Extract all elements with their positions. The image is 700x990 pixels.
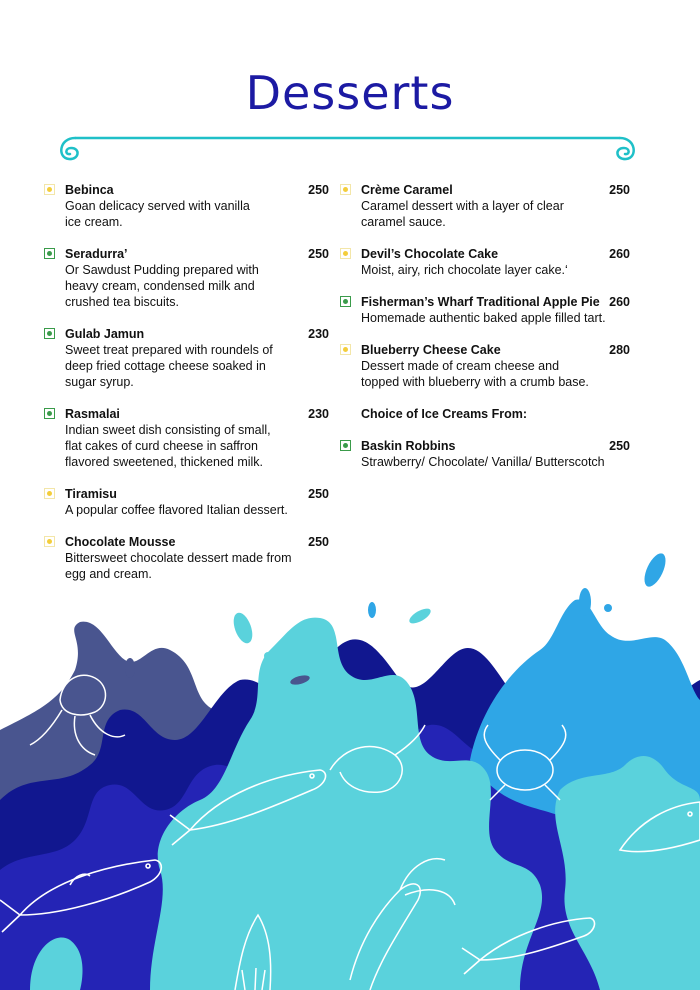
droplet bbox=[230, 610, 256, 646]
ice-cream-heading: Choice of Ice Creams From: bbox=[361, 407, 528, 421]
item-price: 250 bbox=[609, 183, 630, 197]
item-description: Strawberry/ Chocolate/ Vanilla/ Butterscotch bbox=[361, 455, 605, 469]
menu-item bbox=[44, 406, 329, 470]
item-price: 250 bbox=[308, 487, 329, 501]
item-description: Sweet treat prepared with roundels of deep fried cottage cheese soaked in sugar syrup. bbox=[65, 343, 273, 389]
item-name: Tiramisu bbox=[65, 487, 117, 501]
droplet bbox=[368, 602, 376, 618]
right-menu-column bbox=[340, 182, 630, 486]
left-menu-column bbox=[44, 182, 329, 598]
veg-mark-icon bbox=[44, 408, 55, 419]
item-description: Moist, airy, rich chocolate layer cake.‘ bbox=[361, 263, 568, 277]
item-description: Bittersweet chocolate dessert made from egg and cream. bbox=[65, 551, 292, 581]
item-price: 250 bbox=[308, 535, 329, 549]
item-name: Fisherman’s Wharf Traditional Apple Pie bbox=[361, 295, 600, 309]
item-name: Blueberry Cheese Cake bbox=[361, 343, 501, 357]
veg-mark-icon bbox=[340, 440, 351, 451]
item-description: Homemade authentic baked apple filled tart. bbox=[361, 311, 606, 325]
veg-mark-icon bbox=[44, 248, 55, 259]
item-price: 280 bbox=[609, 343, 630, 357]
yellow-dot-icon bbox=[44, 488, 55, 499]
menu-item bbox=[340, 342, 630, 390]
item-name: Crème Caramel bbox=[361, 183, 453, 197]
veg-mark-icon bbox=[340, 296, 351, 307]
item-price: 250 bbox=[308, 183, 329, 197]
menu-item bbox=[340, 246, 630, 278]
menu-item bbox=[340, 294, 630, 326]
item-price: 260 bbox=[609, 247, 630, 261]
yellow-dot-icon bbox=[340, 248, 351, 259]
item-description: Or Sawdust Pudding prepared with heavy cream, condensed milk and crushed tea biscuits. bbox=[65, 263, 259, 309]
droplet bbox=[125, 658, 135, 678]
scroll-divider bbox=[55, 134, 640, 166]
item-description: A popular coffee flavored Italian dessert. bbox=[65, 503, 288, 517]
menu-item bbox=[44, 182, 329, 230]
page-title: Desserts bbox=[245, 66, 455, 120]
item-name: Bebinca bbox=[65, 183, 114, 197]
item-name: Gulab Jamun bbox=[65, 327, 145, 341]
yellow-dot-icon bbox=[340, 344, 351, 355]
item-description: Indian sweet dish consisting of small, flat cakes of curd cheese in saffron flavored sweetened, thickened milk. bbox=[65, 423, 271, 469]
menu-item bbox=[44, 246, 329, 310]
item-price: 260 bbox=[609, 295, 630, 309]
item-name: Chocolate Mousse bbox=[65, 535, 176, 549]
droplet bbox=[407, 606, 433, 627]
item-description: Caramel dessert with a layer of clear caramel sauce. bbox=[361, 199, 564, 229]
item-name: Baskin Robbins bbox=[361, 439, 456, 453]
yellow-dot-icon bbox=[44, 184, 55, 195]
sea-splash-illustration bbox=[0, 540, 700, 990]
droplet bbox=[579, 588, 591, 616]
droplet bbox=[640, 550, 670, 589]
item-name: Seradurra’ bbox=[65, 247, 128, 261]
item-price: 250 bbox=[609, 439, 630, 453]
menu-item bbox=[340, 182, 630, 230]
menu-item bbox=[340, 438, 630, 470]
menu-item bbox=[44, 326, 329, 390]
item-price: 230 bbox=[308, 327, 329, 341]
veg-mark-icon bbox=[44, 328, 55, 339]
item-name: Rasmalai bbox=[65, 407, 120, 421]
item-description: Goan delicacy served with vanilla ice cream. bbox=[65, 199, 250, 229]
item-price: 250 bbox=[308, 247, 329, 261]
item-price: 230 bbox=[308, 407, 329, 421]
item-name: Devil’s Chocolate Cake bbox=[361, 247, 499, 261]
menu-item bbox=[44, 486, 329, 518]
droplet bbox=[264, 652, 272, 660]
item-description: Dessert made of cream cheese and topped with blueberry with a crumb base. bbox=[361, 359, 589, 389]
droplet bbox=[604, 604, 612, 612]
yellow-dot-icon bbox=[340, 184, 351, 195]
